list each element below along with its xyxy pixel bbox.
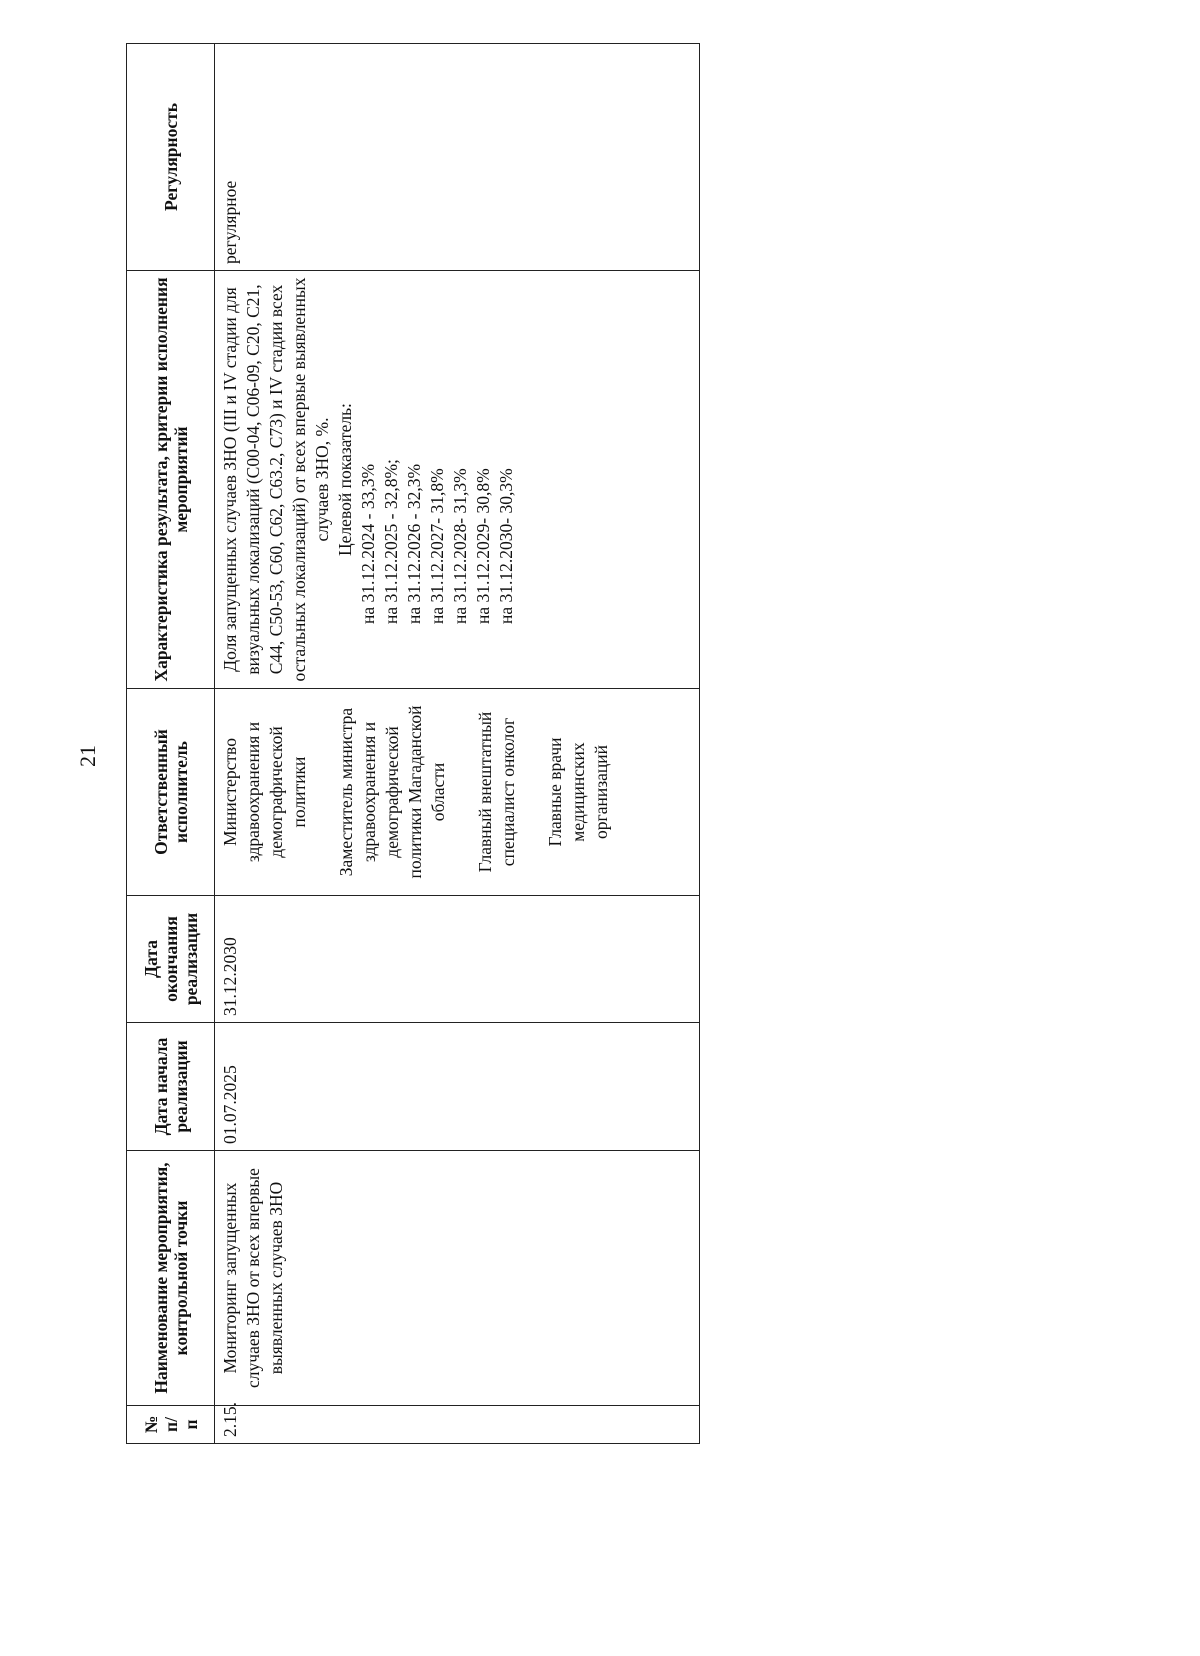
cell-responsible (215, 689, 700, 896)
target-list (357, 277, 518, 682)
header-start-date: Дата начала реализации (127, 1023, 215, 1151)
cell-result (215, 271, 700, 689)
cell-number: 2.15. (215, 1406, 700, 1444)
target-2026: на 31.12.2026 - 32,3% (404, 463, 424, 624)
header-regularity: Регулярность (127, 44, 215, 271)
responsible-deputy-minister: Заместитель министра здравоохранения и демографической политики Магаданской области (336, 705, 448, 879)
target-2027: на 31.12.2027- 31,8% (427, 468, 447, 624)
target-label: Целевой показатель: (335, 403, 355, 556)
table-row (215, 44, 700, 1444)
target-2025: на 31.12.2025 - 32,8%; (381, 459, 401, 624)
cell-start-date: 01.07.2025 (215, 1023, 700, 1151)
header-end-date: Дата окончания реализации (127, 896, 215, 1023)
header-responsible: Ответственный исполнитель (127, 689, 215, 896)
cell-regularity: регулярное (215, 44, 700, 271)
header-number: № п/п (127, 1406, 215, 1444)
header-activity-name: Наименование мероприятия, контрольной точки (127, 1151, 215, 1406)
responsible-chief-physicians: Главные врачи медицинских организаций (545, 737, 611, 847)
target-2030: на 31.12.2030- 30,3% (496, 468, 516, 624)
header-result: Характеристика результата, критерии исполнения мероприятий (127, 271, 215, 689)
responsible-ministry: Министерство здравоохранения и демографической политики (220, 721, 309, 863)
responsible-chief-oncologist: Главный внештатный специалист онколог (475, 711, 518, 873)
activities-table (126, 43, 700, 1444)
target-2029: на 31.12.2029- 30,8% (473, 468, 493, 624)
target-2028: на 31.12.2028- 31,3% (450, 468, 470, 624)
cell-end-date: 31.12.2030 (215, 896, 700, 1023)
cell-activity-name: Мониторинг запущенных случаев ЗНО от всех впервые выявленных случаев ЗНО (215, 1151, 700, 1406)
target-2024: на 31.12.2024 - 33,3% (358, 463, 378, 624)
document-rotated-content (126, 44, 700, 1444)
page-number: 21 (75, 745, 100, 767)
result-description: Доля запущенных случаев ЗНО (III и IV стадии для визуальных локализаций (С00-04, С06-09, С20, С21, С44, С50-53, С60, С62, С63.2, С73) и IV стадии всех остальных локализаций) от всех впервые выявленных случаев ЗНО, %. (220, 277, 332, 682)
table-header-row (127, 44, 215, 1444)
